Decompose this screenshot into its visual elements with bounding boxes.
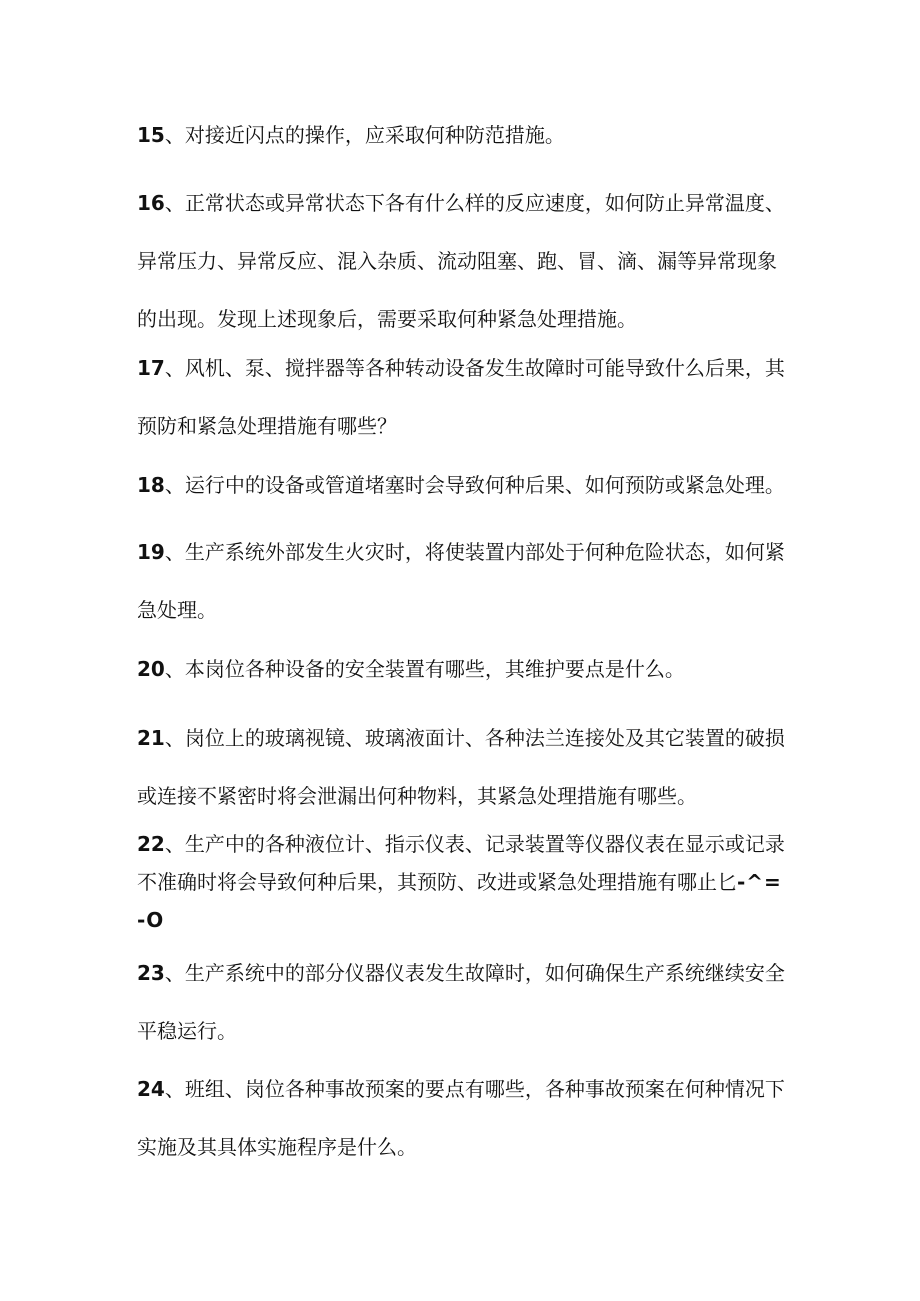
item-text: 、班组、岗位各种事故预案的要点有哪些，各种事故预案在何种情况下实施及其具体实施程序是什么。 bbox=[137, 1077, 785, 1159]
item-number: 24 bbox=[137, 1077, 165, 1101]
item-text: 、生产系统外部发生火灾时，将使装置内部处于何种危险状态，如何紧急处理。 bbox=[137, 540, 785, 622]
item-text: 、运行中的设备或管道堵塞时会导致何种后果、如何预防或紧急处理。 bbox=[164, 473, 785, 497]
item-text: 、正常状态或异常状态下各有什么样的反应速度，如何防止异常温度、异常压力、异常反应、混入杂质、流动阻塞、跑、冒、滴、漏等异常现象的出现。发现上述现象后，需要采取何种紧急处理措施。 bbox=[137, 191, 785, 331]
item-number: 19 bbox=[137, 540, 165, 564]
item-number: 20 bbox=[137, 657, 165, 681]
list-item-22 bbox=[137, 825, 785, 939]
item-text: 、生产中的各种液位计、指示仪表、记录装置等仪器仪表在显示或记录不准确时将会导致何种后果，其预防、改进或紧急处理措施有哪止匕 bbox=[137, 832, 785, 894]
list-item-23 bbox=[137, 944, 785, 1060]
list-item-15 bbox=[137, 106, 785, 164]
list-item-18 bbox=[137, 456, 785, 514]
item-text: 、风机、泵、搅拌器等各种转动设备发生故障时可能导致什么后果，其预防和紧急处理措施有哪些？ bbox=[137, 356, 785, 438]
list-item-24 bbox=[137, 1060, 785, 1176]
list-item-17 bbox=[137, 339, 785, 455]
item-number: 18 bbox=[137, 473, 165, 497]
item-trailing-symbols: -^=-O bbox=[137, 870, 782, 932]
item-number: 17 bbox=[137, 356, 165, 380]
item-text: 、对接近闪点的操作，应采取何种防范措施。 bbox=[164, 123, 565, 147]
item-text: 、岗位上的玻璃视镜、玻璃液面计、各种法兰连接处及其它装置的破损或连接不紧密时将会泄漏出何种物料，其紧急处理措施有哪些。 bbox=[137, 726, 785, 808]
list-item-20 bbox=[137, 640, 785, 698]
item-number: 15 bbox=[137, 123, 165, 147]
item-text: 、生产系统中的部分仪器仪表发生故障时，如何确保生产系统继续安全平稳运行。 bbox=[137, 961, 785, 1043]
item-number: 23 bbox=[137, 961, 165, 985]
item-text: 、本岗位各种设备的安全装置有哪些，其维护要点是什么。 bbox=[164, 657, 685, 681]
item-number: 22 bbox=[137, 832, 165, 856]
list-item-16 bbox=[137, 174, 785, 348]
list-item-21 bbox=[137, 709, 785, 825]
item-number: 21 bbox=[137, 726, 165, 750]
item-number: 16 bbox=[137, 191, 165, 215]
list-item-19 bbox=[137, 523, 785, 639]
